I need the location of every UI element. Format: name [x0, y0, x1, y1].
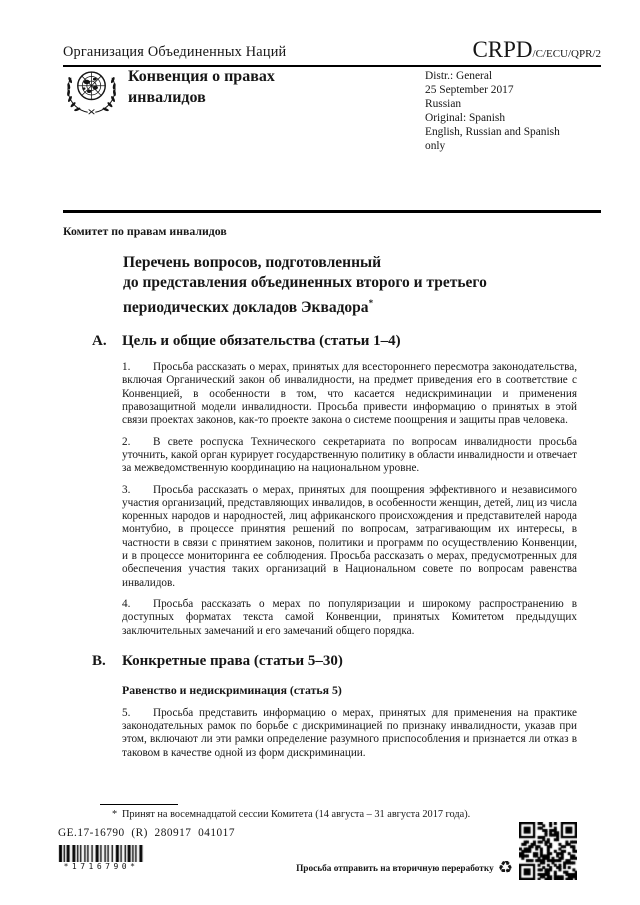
- section-heading-a: [63, 332, 577, 351]
- paragraph-number: 1.: [122, 361, 131, 374]
- treaty-name-line: инвалидов: [128, 89, 206, 106]
- org-name: Организация Объединенных Наций: [63, 44, 287, 60]
- distribution-line: Russian: [425, 97, 462, 110]
- paragraph-3: [122, 484, 577, 590]
- section-letter: A.: [92, 333, 107, 350]
- doc-symbol: [472, 38, 601, 61]
- distribution-line: English, Russian and Spanish: [425, 125, 560, 138]
- distribution-block: [425, 70, 560, 153]
- document-title-line: периодических докладов Эквадора*: [123, 298, 374, 317]
- distribution-line: only: [425, 139, 446, 152]
- doc-symbol-suffix: /C/ECU/QPR/2: [532, 48, 601, 60]
- document-title-line: до представления объединенных второго и третьего: [123, 274, 487, 291]
- paragraph-2: [122, 436, 577, 476]
- section-heading-text: Конкретные права (статьи 5–30): [122, 652, 343, 669]
- footnote: [112, 809, 552, 820]
- distribution-line: Original: Spanish: [425, 111, 506, 124]
- header-divider: [63, 210, 601, 213]
- treaty-name-line: Конвенция о правах: [128, 68, 275, 85]
- distribution-line: Distr.: General: [425, 70, 493, 82]
- recycle-text: Просьба отправить на вторичную переработку: [296, 863, 494, 874]
- paragraph-text: В свете роспуска Технического секретариата по вопросам инвалидности просьба уточнить, какой орган курирует государственную политику в области инвалидности и отвечает за межведомственную координацию на национальном уровне.: [122, 435, 577, 475]
- footnote-divider: [100, 804, 178, 805]
- doc-symbol-main: CRPD: [472, 37, 533, 62]
- distribution-line: 25 September 2017: [425, 83, 514, 96]
- barcode: [58, 845, 144, 871]
- barcode-bars-icon: [58, 845, 144, 862]
- section-letter: B.: [92, 652, 106, 669]
- footnote-text: Принят на восемнадцатой сессии Комитета (14 августа – 31 августа 2017 года).: [122, 809, 471, 820]
- paragraph-number: 4.: [122, 597, 131, 610]
- section-heading-b: [63, 652, 577, 671]
- main-content: [63, 224, 577, 768]
- document-title: [123, 253, 577, 318]
- paragraph-text: Просьба рассказать о мерах, принятых для поощрения эффективного и независимого участия организаций, представляющих инвалидов, в особенности женщин, детей, лиц из числа коренных народов и народностей, лиц африканского происхождения и представителей народа монтубио, в процессе принятия решений по вопросам, затрагивающим их интересы, в частности в связи с принятием законов, политики и программ по осуществлению Конвенции, и в процессе мониторинга ее соблюдения. Просьба рассказать о мерах, предусмотренных для обеспечения участия таких организаций в Национальном совете по вопросам равенства инвалидов.: [122, 483, 577, 589]
- document-title-line: Перечень вопросов, подготовленный: [123, 254, 382, 271]
- un-emblem-icon: [63, 64, 120, 122]
- qr-code-icon: [519, 822, 577, 880]
- committee-name: Комитет по правам инвалидов: [63, 224, 227, 238]
- doc-reference: GE.17-16790 (R) 280917 041017: [58, 827, 235, 839]
- paragraph-number: 5.: [122, 706, 131, 719]
- recycle-icon: ♻: [497, 858, 513, 878]
- paragraph-1: [122, 361, 577, 427]
- recycle-note: [296, 860, 513, 877]
- paragraph-text: Просьба представить информацию о мерах, принятых для применения на практике законодательных рамок по борьбе с дискриминацией по признаку инвалидности, указав при этом, включают ли эти рамки определение разумного приспособления и признается ли отказ в таковом в качестве одной из форм дискриминации.: [122, 706, 577, 759]
- footnote-marker: *: [112, 809, 118, 820]
- paragraph-text: Просьба рассказать о мерах, принятых для всестороннего пересмотра законодательства, включая Органический закон об инвалидности, на предмет приведения его в соответствие с Конвенцией, в особенности в том, что касается недискриминации и применения правозащитной модели инвалидности. Просьба привести информацию о принятых в этой связи проектах законов, как-то проекте закона о системе поощрения и защиты прав человека.: [122, 361, 577, 427]
- paragraph-number: 2.: [122, 435, 131, 448]
- masthead: [63, 38, 601, 67]
- treaty-name: [128, 66, 275, 108]
- paragraph-5: [122, 707, 577, 760]
- subsection-heading: Равенство и недискриминация (статья 5): [122, 682, 342, 697]
- paragraph-4: [122, 598, 577, 638]
- paragraph-number: 3.: [122, 483, 131, 496]
- paragraph-text: Просьба рассказать о мерах по популяризации и широкому распространению в доступных форматах текста самой Конвенции, принятых Комитетом предыдущих заключительных замечаний и его замечаний общего порядка.: [122, 597, 577, 637]
- section-heading-text: Цель и общие обязательства (статьи 1–4): [122, 333, 401, 350]
- title-footnote-marker: *: [368, 298, 374, 308]
- barcode-label: *1716790*: [63, 862, 139, 871]
